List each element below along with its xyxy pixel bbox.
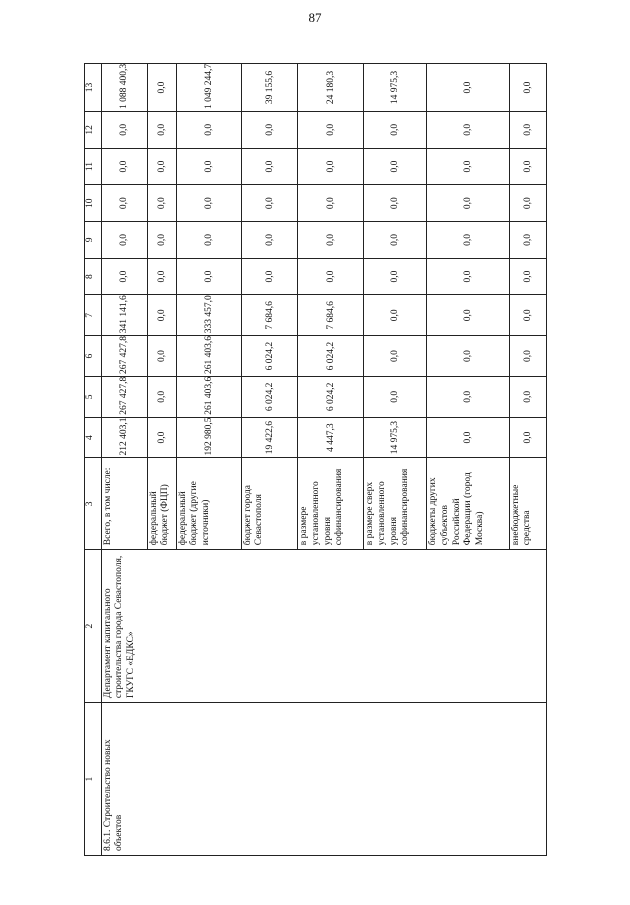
value-cell: 0,0 xyxy=(509,295,546,336)
value-cell: 0,0 xyxy=(176,148,241,185)
value-cell: 0,0 xyxy=(509,376,546,417)
value-cell: 0,0 xyxy=(509,336,546,377)
value-cell: 0,0 xyxy=(509,417,546,458)
value-cell: 0,0 xyxy=(364,185,427,222)
value-cell: 341 141,6 xyxy=(101,295,147,336)
value-cell: 39 155,6 xyxy=(241,64,298,112)
value-cell: 0,0 xyxy=(176,111,241,148)
value-cell: 1 088 400,3 xyxy=(101,64,147,112)
value-cell: 0,0 xyxy=(147,376,176,417)
value-cell: 6 024,2 xyxy=(298,336,364,377)
value-cell: 0,0 xyxy=(241,222,298,259)
budget-table xyxy=(84,63,547,856)
column-header: 1 xyxy=(85,703,102,856)
value-cell: 0,0 xyxy=(298,148,364,185)
column-header: 13 xyxy=(85,64,102,112)
value-cell: 0,0 xyxy=(101,258,147,295)
column-number-row xyxy=(85,64,102,856)
funding-source: федеральный бюджет (другие источники) xyxy=(176,458,241,550)
value-cell: 0,0 xyxy=(427,376,510,417)
value-cell: 0,0 xyxy=(509,111,546,148)
table-row xyxy=(101,64,147,856)
value-cell: 0,0 xyxy=(427,417,510,458)
value-cell: 0,0 xyxy=(147,111,176,148)
value-cell: 0,0 xyxy=(147,258,176,295)
value-cell: 4 447,3 xyxy=(298,417,364,458)
value-cell: 0,0 xyxy=(147,295,176,336)
value-cell: 0,0 xyxy=(427,336,510,377)
value-cell: 0,0 xyxy=(241,185,298,222)
funding-source: федеральный бюджет (ФЦП) xyxy=(147,458,176,550)
value-cell: 0,0 xyxy=(176,258,241,295)
value-cell: 212 403,1 xyxy=(101,417,147,458)
value-cell: 7 684,6 xyxy=(241,295,298,336)
column-header: 9 xyxy=(85,222,102,259)
value-cell: 7 684,6 xyxy=(298,295,364,336)
rotated-page xyxy=(84,63,547,856)
value-cell: 14 975,3 xyxy=(364,417,427,458)
value-cell: 0,0 xyxy=(101,185,147,222)
value-cell: 0,0 xyxy=(298,258,364,295)
funding-source: бюджеты других субъектов Российской Федерации (город Москва) xyxy=(427,458,510,550)
value-cell: 0,0 xyxy=(241,111,298,148)
value-cell: 24 180,3 xyxy=(298,64,364,112)
value-cell: 0,0 xyxy=(101,148,147,185)
value-cell: 0,0 xyxy=(298,222,364,259)
value-cell: 1 049 244,7 xyxy=(176,64,241,112)
value-cell: 333 457,0 xyxy=(176,295,241,336)
value-cell: 0,0 xyxy=(147,148,176,185)
value-cell: 0,0 xyxy=(509,148,546,185)
value-cell: 6 024,2 xyxy=(241,336,298,377)
value-cell: 0,0 xyxy=(364,111,427,148)
value-cell: 0,0 xyxy=(147,64,176,112)
column-header: 6 xyxy=(85,336,102,377)
value-cell: 0,0 xyxy=(364,336,427,377)
value-cell: 0,0 xyxy=(147,417,176,458)
value-cell: 0,0 xyxy=(364,376,427,417)
column-header: 3 xyxy=(85,458,102,550)
value-cell: 0,0 xyxy=(364,295,427,336)
column-header: 7 xyxy=(85,295,102,336)
column-header: 12 xyxy=(85,111,102,148)
funding-source: Всего, в том числе: xyxy=(101,458,147,550)
value-cell: 192 980,5 xyxy=(176,417,241,458)
value-cell: 6 024,2 xyxy=(241,376,298,417)
value-cell: 0,0 xyxy=(101,222,147,259)
entry-name: 8.6.1. Строительство новых объектов xyxy=(101,703,547,856)
value-cell: 0,0 xyxy=(298,111,364,148)
value-cell: 0,0 xyxy=(176,185,241,222)
page-number: 87 xyxy=(308,10,322,25)
value-cell: 14 975,3 xyxy=(364,64,427,112)
value-cell: 0,0 xyxy=(147,185,176,222)
value-cell: 6 024,2 xyxy=(298,376,364,417)
value-cell: 0,0 xyxy=(427,111,510,148)
value-cell: 0,0 xyxy=(298,185,364,222)
column-header: 11 xyxy=(85,148,102,185)
value-cell: 0,0 xyxy=(427,258,510,295)
value-cell: 0,0 xyxy=(427,64,510,112)
rotated-table-wrapper xyxy=(84,63,547,856)
value-cell: 0,0 xyxy=(509,185,546,222)
value-cell: 267 427,8 xyxy=(101,376,147,417)
column-header: 4 xyxy=(85,417,102,458)
value-cell: 0,0 xyxy=(147,222,176,259)
column-header: 5 xyxy=(85,376,102,417)
entry-executor: Департамент капитального строительства города Севастополя, ГКУГС «ЕДКС» xyxy=(101,550,547,703)
value-cell: 0,0 xyxy=(101,111,147,148)
value-cell: 0,0 xyxy=(364,222,427,259)
column-header: 10 xyxy=(85,185,102,222)
value-cell: 261 403,6 xyxy=(176,336,241,377)
value-cell: 19 422,6 xyxy=(241,417,298,458)
column-header: 8 xyxy=(85,258,102,295)
value-cell: 0,0 xyxy=(241,258,298,295)
funding-source: в размере установленного уровня софинансирования xyxy=(298,458,364,550)
value-cell: 0,0 xyxy=(509,258,546,295)
funding-source: внебюджетные средства xyxy=(509,458,546,550)
value-cell: 0,0 xyxy=(176,222,241,259)
value-cell: 0,0 xyxy=(364,258,427,295)
value-cell: 0,0 xyxy=(427,222,510,259)
value-cell: 0,0 xyxy=(509,222,546,259)
value-cell: 0,0 xyxy=(509,64,546,112)
column-header: 2 xyxy=(85,550,102,703)
funding-source: бюджет города Севастополя xyxy=(241,458,298,550)
funding-source: в размере сверх установленного уровня софинансирования xyxy=(364,458,427,550)
value-cell: 267 427,8 xyxy=(101,336,147,377)
value-cell: 0,0 xyxy=(147,336,176,377)
value-cell: 0,0 xyxy=(241,148,298,185)
value-cell: 0,0 xyxy=(427,148,510,185)
value-cell: 261 403,6 xyxy=(176,376,241,417)
value-cell: 0,0 xyxy=(364,148,427,185)
value-cell: 0,0 xyxy=(427,295,510,336)
value-cell: 0,0 xyxy=(427,185,510,222)
